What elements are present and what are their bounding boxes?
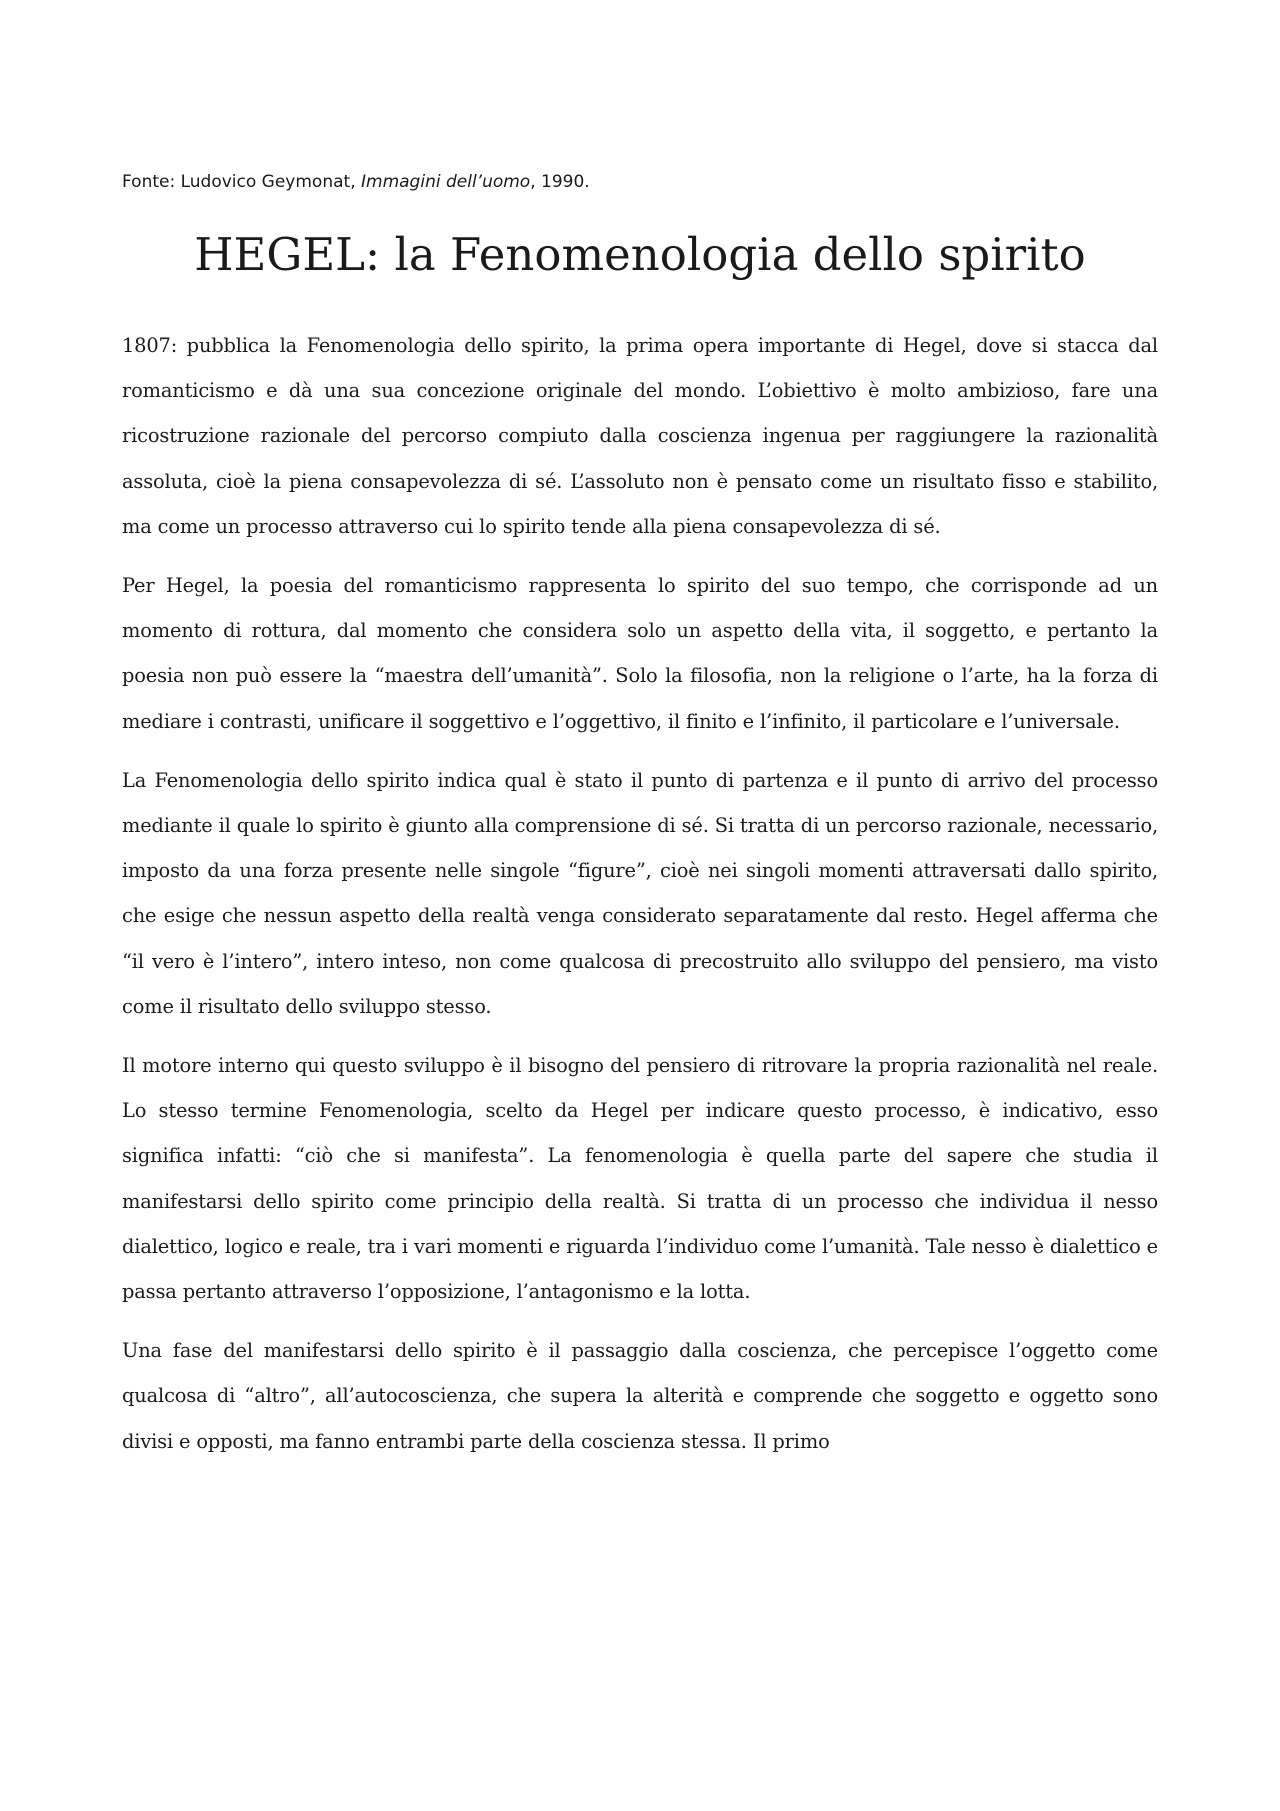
source-work-title: Immagini dell’uomo (361, 172, 531, 192)
paragraph-4: Il motore interno qui questo sviluppo è il bisogno del pensiero di ritrovare la propria razionalità nel reale. Lo stesso termine Fenomenologia, scelto da Hegel per indicare questo processo, è indicativo, esso significa infatti: “ciò che si manifesta”. La fenomenologia è quella parte del sapere che studia il manifestarsi dello spirito come principio della realtà. Si tratta di un processo che individua il nesso dialettico, logico e reale, tra i vari momenti e riguarda l’individuo come l’umanità. Tale nesso è dialettico e passa pertanto attraverso l’opposizione, l’antagonismo e la lotta. (122, 1054, 1158, 1304)
source-suffix: , 1990. (530, 172, 590, 192)
source-prefix: Fonte: Ludovico Geymonat, (122, 172, 361, 192)
document-body (122, 323, 1158, 1478)
paragraph-3: La Fenomenologia dello spirito indica qual è stato il punto di partenza e il punto di arrivo del processo mediante il quale lo spirito è giunto alla comprensione di sé. Si tratta di un percorso razionale, necessario, imposto da una forza presente nelle singole “figure”, cioè nei singoli momenti attraversati dallo spirito, che esige che nessun aspetto della realtà venga considerato separatamente dal resto. Hegel afferma che “il vero è l’intero”, intero inteso, non come qualcosa di precostruito allo sviluppo del pensiero, ma visto come il risultato dello sviluppo stesso. (122, 768, 1158, 1018)
document-title: HEGEL: la Fenomenologia dello spirito (194, 228, 1086, 281)
paragraph-5: Una fase del manifestarsi dello spirito è il passaggio dalla coscienza, che percepisce l’oggetto come qualcosa di “altro”, all’autocoscienza, che supera la alterità e comprende che soggetto e oggetto sono divisi e opposti, ma fanno entrambi parte della coscienza stessa. Il primo (122, 1339, 1158, 1453)
paragraph-1: 1807: pubblica la Fenomenologia dello spirito, la prima opera importante di Hegel, dove si stacca dal romanticismo e dà una sua concezione originale del mondo. L’obiettivo è molto ambizioso, fare una ricostruzione razionale del percorso compiuto dalla coscienza ingenua per raggiungere la razionalità assoluta, cioè la piena consapevolezza di sé. L’assoluto non è pensato come un risultato fisso e stabilito, ma come un processo attraverso cui lo spirito tende alla piena consapevolezza di sé. (122, 334, 1158, 538)
source-citation (122, 170, 1162, 194)
paragraph-2: Per Hegel, la poesia del romanticismo rappresenta lo spirito del suo tempo, che corrisponde ad un momento di rottura, dal momento che considera solo un aspetto della vita, il soggetto, e pertanto la poesia non può essere la “maestra dell’umanità”. Solo la filosofia, non la religione o l’arte, ha la forza di mediare i contrasti, unificare il soggettivo e l’oggettivo, il finito e l’infinito, il particolare e l’universale. (122, 574, 1158, 733)
